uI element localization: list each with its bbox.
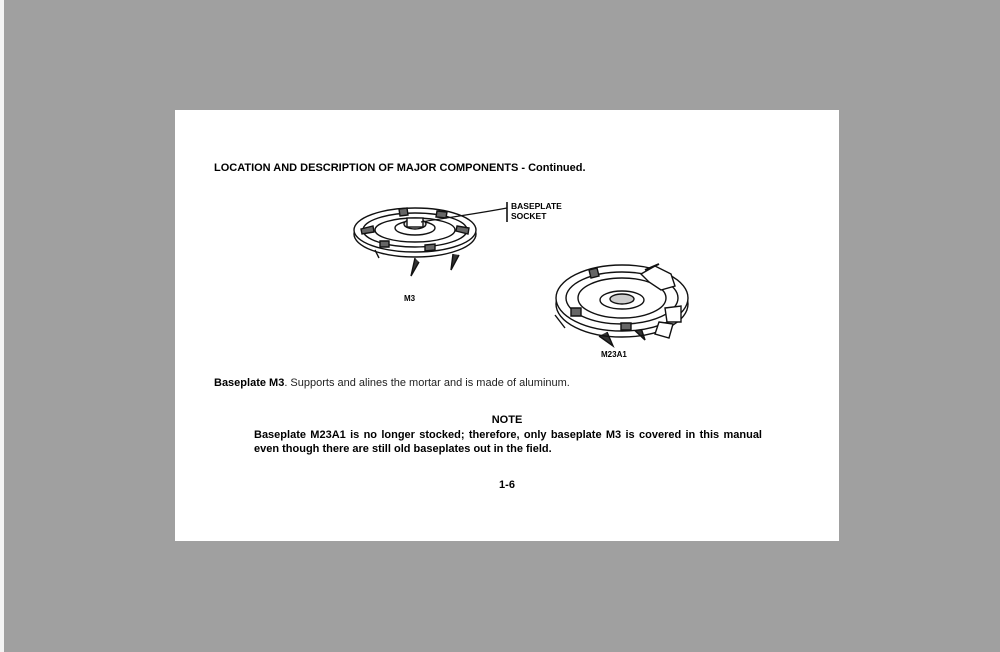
baseplate-description [214, 377, 570, 389]
description-text: . Supports and alines the mortar and is made of aluminum. [284, 377, 570, 389]
socket-label-line2: SOCKET [511, 211, 547, 221]
document-page [175, 110, 839, 541]
socket-label-line1: BASEPLATE [511, 201, 562, 211]
section-heading: LOCATION AND DESCRIPTION OF MAJOR COMPONENTS - Continued. [214, 162, 586, 174]
baseplate-m23a1-drawing [555, 264, 688, 346]
caption-m23a1: M23A1 [601, 350, 627, 359]
window-edge [0, 0, 4, 652]
note-body: Baseplate M23A1 is no longer stocked; therefore, only baseplate M3 is covered in this manual even though there are still old baseplates out in the field. [254, 429, 762, 455]
caption-m3: M3 [404, 294, 416, 303]
baseplate-illustration [175, 110, 839, 370]
baseplate-m3-drawing [354, 208, 476, 276]
description-term: Baseplate M3 [214, 377, 285, 389]
note-title: NOTE [491, 414, 523, 426]
page-number: 1-6 [499, 479, 515, 491]
baseplate-socket-label [511, 201, 562, 221]
